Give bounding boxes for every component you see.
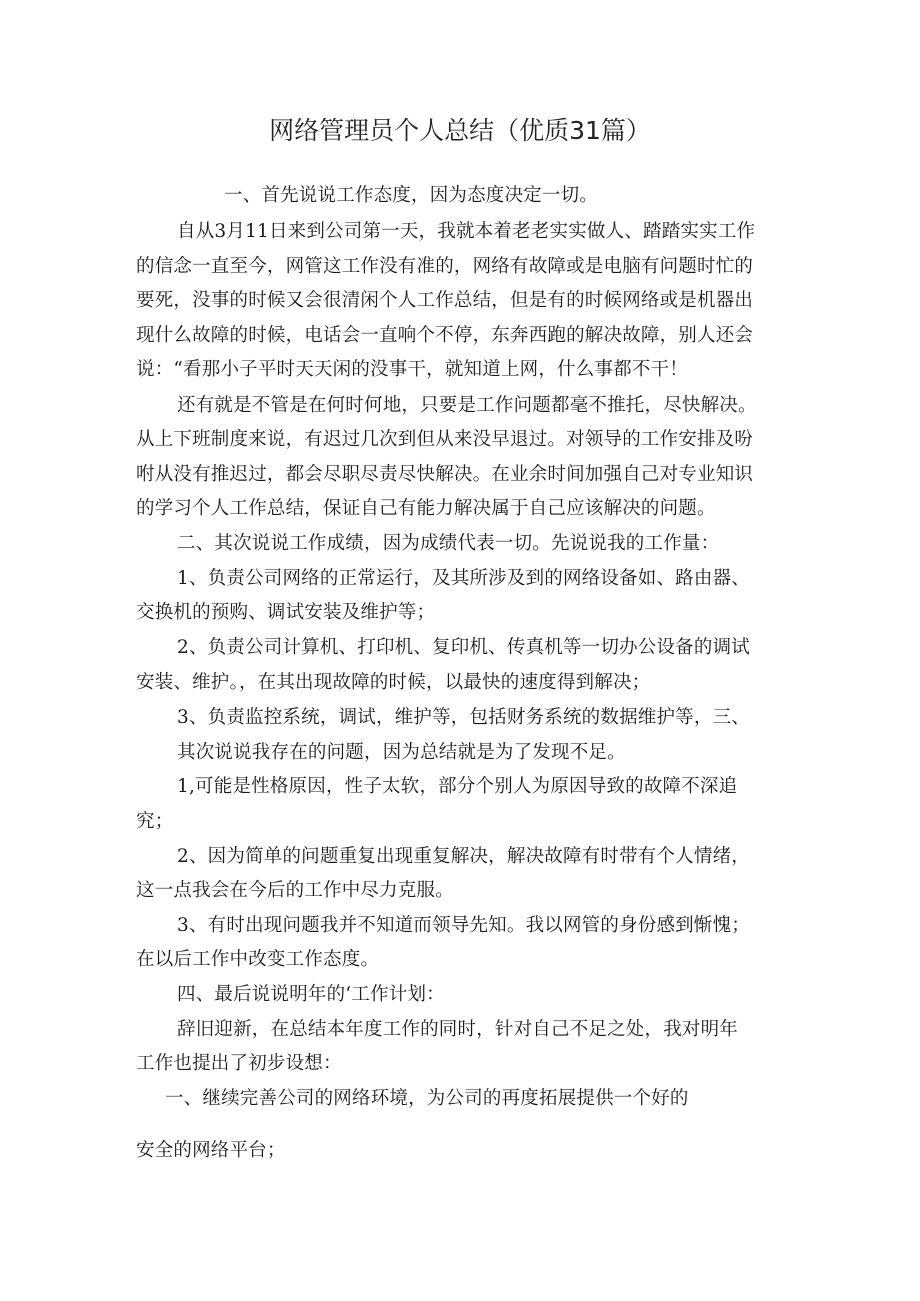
- paragraph-line: 2、因为简单的问题重复出现重复解决，解决故障有时带有个人情绪，: [177, 846, 750, 867]
- paragraph-line: 的信念一直至今，网管这工作没有准的，网络有故障或是电脑有问题时忙的: [136, 256, 754, 277]
- paragraph-line: 辞旧迎新，在总结本年度工作的同时，针对自己不足之处，我对明年: [177, 1019, 739, 1040]
- paragraph-line: 二、其次说说工作成绩，因为成绩代表一切。先说说我的工作量：: [177, 533, 720, 554]
- paragraph-line: 要死，没事的时候又会很清闲个人工作总结，但是有的时候网络或是机器出: [136, 290, 754, 311]
- paragraph-line: 这一点我会在今后的工作中尽力克服。: [136, 880, 454, 901]
- paragraph-line: 3、负责监控系统，调试，维护等，包括财务系统的数据维护等，三、: [177, 707, 750, 728]
- paragraph-line: 四、最后说说明年的‘工作计划：: [177, 984, 445, 1005]
- paragraph-line: 还有就是不管是在何时何地，只要是工作问题都毫不推托，尽快解决。: [177, 395, 757, 416]
- paragraph-line: 从上下班制度来说，有迟过几次到但从来没早退过。对领导的工作安排及吩: [136, 429, 754, 450]
- paragraph-line: 咐从没有推迟过，都会尽职尽责尽快解决。在业余时间加强自己对专业知识: [136, 464, 754, 485]
- paragraph-line: 一、首先说说工作态度，因为态度决定一切。: [224, 185, 599, 206]
- paragraph-line: 2、负责公司计算机、打印机、复印机、传真机等一切办公设备的调试: [177, 637, 750, 658]
- paragraph-line: 工作也提出了初步设想：: [136, 1053, 342, 1074]
- paragraph-line: 的学习个人工作总结，保证自己有能力解决属于自己应该解决的问题。: [136, 498, 716, 519]
- document-title: 网络管理员个人总结（优质31篇）: [269, 116, 651, 145]
- paragraph-line: 现什么故障的时候，电话会一直响个不停，东奔西跑的解决故障，别人还会: [136, 325, 754, 346]
- paragraph-line: 安全的网络平台；: [136, 1140, 286, 1161]
- paragraph-line: 交换机的预购、调试安装及维护等；: [136, 602, 436, 623]
- paragraph-line: 自从3月11日来到公司第一天，我就本着老老实实做人、踏踏实实工作: [177, 221, 756, 242]
- paragraph-line: 说：“看那小子平时天天闲的没事干，就知道上网，什么事都不干！: [136, 359, 688, 380]
- paragraph-line: 1,可能是性格原因，性子太软，部分个别人为原因导致的故障不深追: [177, 776, 738, 797]
- paragraph-line: 3、有时出现问题我并不知道而领导先知。我以网管的身份感到惭愧；: [177, 915, 750, 936]
- paragraph-line: 一、继续完善公司的网络环境，为公司的再度拓展提供一个好的: [165, 1088, 689, 1109]
- paragraph-line: 1、负责公司网络的正常运行，及其所涉及到的网络设备如、路由器、: [177, 568, 750, 589]
- paragraph-line: 其次说说我存在的问题，因为总结就是为了发现不足。: [177, 742, 626, 763]
- paragraph-line: 究；: [136, 811, 174, 832]
- paragraph-line: 安装、维护。，在其出现故障的时候，以最快的速度得到解决；: [136, 672, 651, 693]
- paragraph-line: 在以后工作中改变工作态度。: [136, 949, 380, 970]
